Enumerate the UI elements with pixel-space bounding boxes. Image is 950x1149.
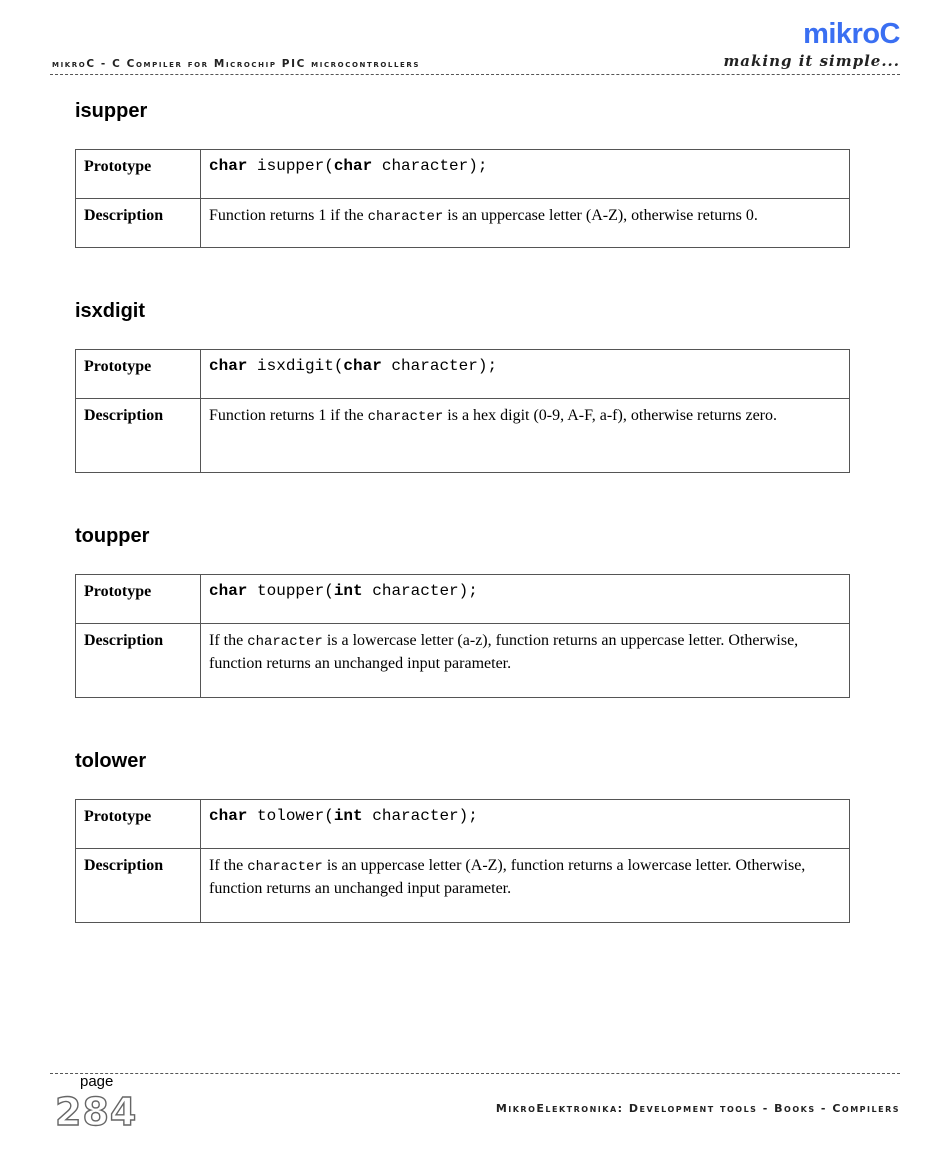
prototype-code: [201, 575, 850, 624]
footer-divider: [50, 1073, 900, 1074]
function-signature: isxdigit(: [247, 357, 344, 375]
header-divider: [50, 74, 900, 75]
return-type: char: [209, 582, 248, 600]
description-part: is a hex digit (0-9, A-F, a-f), otherwise returns zero.: [443, 407, 777, 424]
description-label: Description: [76, 199, 201, 248]
prototype-label: Prototype: [76, 150, 201, 199]
prototype-label: Prototype: [76, 575, 201, 624]
function-signature: isupper(: [247, 157, 334, 175]
param-type: char: [343, 357, 382, 375]
param-name: character);: [362, 582, 478, 600]
param-name: character);: [381, 357, 498, 375]
document-header-title: mikroC - C Compiler for Microchip PIC microcontrollers: [52, 58, 421, 70]
function-heading: isupper: [75, 100, 148, 122]
description-part: Function returns 1 if the: [209, 207, 368, 224]
description-label: Description: [76, 624, 201, 698]
description-part: If the: [209, 632, 248, 649]
return-type: char: [209, 357, 248, 375]
function-table: [75, 799, 850, 923]
prototype-code: [201, 150, 850, 199]
prototype-code: [201, 350, 850, 399]
publisher-text: MikroElektronika: Development tools - Books - Compilers: [495, 1102, 900, 1115]
description-code: character: [247, 634, 323, 650]
param-name: character);: [362, 807, 478, 825]
param-name: character);: [372, 157, 488, 175]
function-table: [75, 349, 850, 473]
function-signature: tolower(: [247, 807, 334, 825]
page-number: 284: [55, 1090, 138, 1134]
description-part: is a lowercase letter (a-z), function returns an uppercase letter. Otherwise, function returns an unchanged input parameter.: [209, 632, 799, 672]
description-label: Description: [76, 399, 201, 473]
description-part: is an uppercase letter (A-Z), function returns a lowercase letter. Otherwise, function returns an unchanged input parameter.: [209, 857, 806, 897]
description-text: [201, 399, 850, 473]
description-code: character: [367, 409, 444, 425]
param-type: int: [333, 582, 363, 600]
description-text: [201, 199, 850, 248]
function-heading: isxdigit: [75, 300, 146, 322]
prototype-label: Prototype: [76, 350, 201, 399]
return-type: char: [209, 157, 248, 175]
description-code: character: [247, 859, 323, 875]
function-heading: tolower: [75, 750, 147, 772]
return-type: char: [209, 807, 248, 825]
description-part: If the: [209, 857, 248, 874]
description-text: [201, 849, 850, 923]
function-table: [75, 149, 850, 248]
description-code: character: [367, 209, 444, 225]
page-label: page: [80, 1073, 114, 1090]
brand-slogan: making it simple...: [723, 52, 900, 70]
param-type: char: [333, 157, 373, 175]
prototype-label: Prototype: [76, 800, 201, 849]
description-text: [201, 624, 850, 698]
param-type: int: [333, 807, 363, 825]
function-signature: toupper(: [247, 582, 334, 600]
prototype-code: [201, 800, 850, 849]
description-part: is an uppercase letter (A-Z), otherwise returns 0.: [443, 207, 758, 224]
description-label: Description: [76, 849, 201, 923]
description-part: Function returns 1 if the: [209, 407, 368, 424]
function-table: [75, 574, 850, 698]
brand-logo: mikroC: [803, 18, 900, 50]
function-heading: toupper: [75, 525, 150, 547]
